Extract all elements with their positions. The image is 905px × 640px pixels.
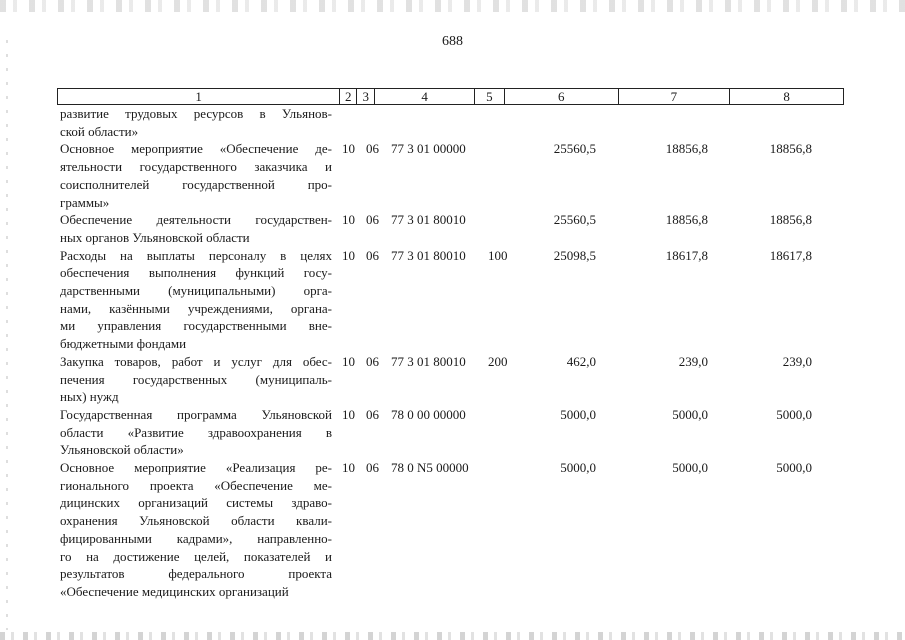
table-row (60, 406, 850, 459)
row-value-col8: 239,0 (782, 353, 812, 369)
scan-edge-bottom (0, 632, 905, 640)
row-name-line: «Обеспечение медицинских организаций (60, 583, 289, 599)
row-target-article: 77 3 01 00000 (391, 141, 466, 157)
row-target-article: 77 3 01 80010 (391, 212, 466, 228)
row-name-line: го на достижение целей, показателей и (60, 548, 332, 564)
row-name (60, 105, 332, 140)
row-name-line: результатов федерального проекта (60, 566, 332, 582)
row-name-line: Основное мероприятие «Обеспечение де- (60, 141, 332, 157)
row-subsection: 06 (366, 353, 379, 369)
row-value-col6: 25560,5 (553, 212, 596, 228)
row-name (60, 459, 332, 601)
row-value-col7: 5000,0 (672, 406, 708, 422)
row-name-line: Ульяновской области» (60, 442, 184, 458)
row-name-line: печения государственных (муниципаль- (60, 371, 332, 387)
row-subsection: 06 (366, 141, 379, 157)
row-name-line: Основное мероприятие «Реализация ре- (60, 460, 332, 476)
row-subsection: 06 (366, 212, 379, 228)
row-name-line: бюджетными фондами (60, 336, 187, 352)
row-name-line: фицированными кадрами», направленно- (60, 530, 332, 546)
row-name-line: Обеспечение деятельности государствен- (60, 212, 332, 228)
row-name-line: развитие трудовых ресурсов в Ульянов- (60, 106, 332, 121)
row-name-line: гионального проекта «Обеспечение ме- (60, 477, 332, 493)
row-value-col6: 5000,0 (560, 460, 596, 476)
row-value-col7: 18617,8 (665, 247, 708, 263)
row-value-col6: 462,0 (566, 353, 596, 369)
row-name-line: граммы» (60, 194, 110, 210)
header-col-1: 1 (58, 89, 340, 104)
row-target-article: 78 0 N5 00000 (391, 460, 469, 476)
header-col-4: 4 (375, 89, 475, 104)
row-name-line: соисполнителей государственной про- (60, 176, 332, 192)
row-value-col7: 239,0 (678, 353, 708, 369)
row-section: 10 (342, 247, 355, 263)
row-section: 10 (342, 406, 355, 422)
scan-edge-left (6, 40, 8, 630)
header-col-7: 7 (619, 89, 731, 104)
table-row (60, 353, 850, 406)
row-name-line: дицинских организаций системы здраво- (60, 495, 332, 511)
row-section: 10 (342, 212, 355, 228)
row-name-line: нами, казёнными учреждениями, органа- (60, 300, 332, 316)
row-value-col7: 18856,8 (665, 141, 708, 157)
page-number: 688 (442, 34, 463, 49)
scan-edge-top (0, 0, 905, 12)
row-value-col8: 5000,0 (776, 460, 812, 476)
row-name (60, 211, 332, 246)
row-name (60, 247, 332, 353)
row-section: 10 (342, 460, 355, 476)
row-value-col7: 5000,0 (672, 460, 708, 476)
row-expense-type: 200 (488, 353, 508, 369)
row-name-line: ской области» (60, 123, 139, 139)
row-name (60, 406, 332, 459)
header-col-5: 5 (475, 89, 505, 104)
row-target-article: 77 3 01 80010 (391, 353, 466, 369)
row-subsection: 06 (366, 460, 379, 476)
row-section: 10 (342, 141, 355, 157)
header-col-2: 2 (340, 89, 357, 104)
row-value-col8: 18617,8 (769, 247, 812, 263)
row-value-col8: 18856,8 (769, 212, 812, 228)
header-col-6: 6 (505, 89, 619, 104)
header-col-8: 8 (783, 89, 790, 104)
table-body (60, 105, 850, 601)
table-row (60, 459, 850, 601)
row-value-col8: 18856,8 (769, 141, 812, 157)
row-target-article: 78 0 00 00000 (391, 406, 466, 422)
row-name (60, 353, 332, 406)
table-row (60, 140, 850, 211)
row-name-line: Государственная программа Ульяновской (60, 406, 332, 422)
row-target-article: 77 3 01 80010 (391, 247, 466, 263)
row-name-line: охранения Ульяновской области квали- (60, 513, 332, 529)
row-value-col6: 25560,5 (553, 141, 596, 157)
row-value-col7: 18856,8 (665, 212, 708, 228)
row-name-line: ных органов Ульяновской области (60, 229, 250, 245)
row-subsection: 06 (366, 406, 379, 422)
row-name-line: ятельности государственного заказчика и (60, 159, 332, 175)
row-name-line: обеспечения выполнения функций госу- (60, 265, 332, 281)
row-expense-type: 100 (488, 247, 508, 263)
row-value-col6: 5000,0 (560, 406, 596, 422)
table-row (60, 211, 850, 246)
row-section: 10 (342, 353, 355, 369)
table-row (60, 247, 850, 353)
row-subsection: 06 (366, 247, 379, 263)
row-value-col8: 5000,0 (776, 406, 812, 422)
row-name-line: ми управления государственными вне- (60, 318, 332, 334)
row-name-line: области «Развитие здравоохранения в (60, 424, 332, 440)
row-name-line: Расходы на выплаты персоналу в целях (60, 247, 332, 263)
row-value-col6: 25098,5 (553, 247, 596, 263)
row-name-line: ных) нужд (60, 389, 119, 405)
row-name (60, 140, 332, 211)
header-col-3: 3 (357, 89, 375, 104)
table-row (60, 105, 850, 140)
table-header (57, 88, 844, 105)
row-name-line: дарственными (муниципальными) орга- (60, 283, 332, 299)
row-name-line: Закупка товаров, работ и услуг для обес- (60, 353, 332, 369)
